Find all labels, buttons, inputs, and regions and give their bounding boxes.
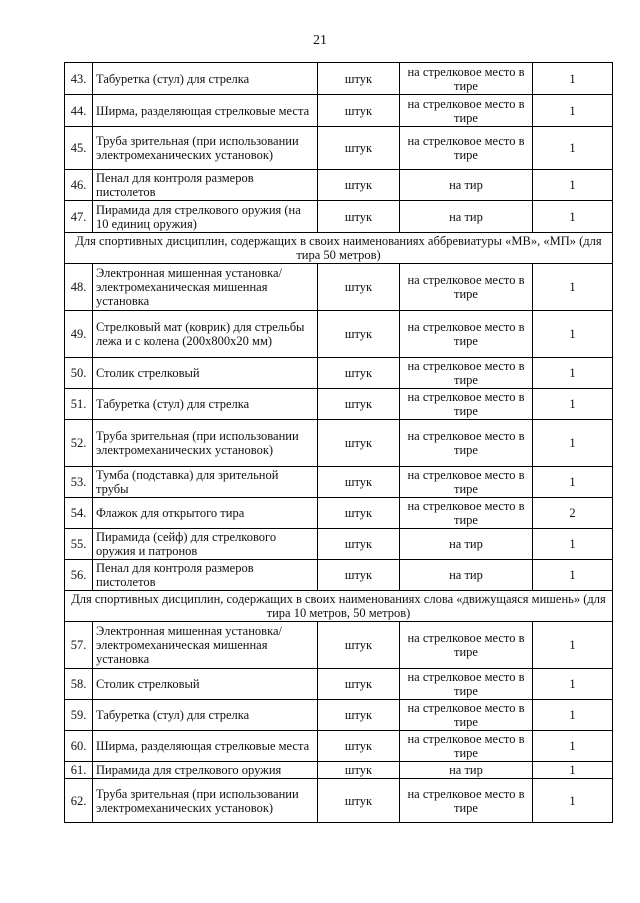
item-name: Пирамида для стрелкового оружия xyxy=(93,762,318,779)
item-number: 55. xyxy=(65,529,93,560)
table-row xyxy=(65,467,613,498)
item-placement: на стрелковое место в тире xyxy=(400,779,533,823)
table-row xyxy=(65,201,613,233)
item-placement: на тир xyxy=(400,529,533,560)
item-number: 57. xyxy=(65,622,93,669)
item-number: 44. xyxy=(65,95,93,127)
item-quantity: 1 xyxy=(533,560,613,591)
table-row xyxy=(65,127,613,170)
item-placement: на стрелковое место в тире xyxy=(400,420,533,467)
item-number: 47. xyxy=(65,201,93,233)
item-quantity: 1 xyxy=(533,264,613,311)
item-quantity: 1 xyxy=(533,127,613,170)
item-placement: на стрелковое место в тире xyxy=(400,264,533,311)
equipment-table xyxy=(64,62,613,823)
item-quantity: 1 xyxy=(533,779,613,823)
item-name: Электронная мишенная установка/электромеханическая мишенная установка xyxy=(93,622,318,669)
table-row xyxy=(65,731,613,762)
item-quantity: 1 xyxy=(533,201,613,233)
item-unit: штук xyxy=(318,420,400,467)
item-number: 50. xyxy=(65,358,93,389)
item-number: 53. xyxy=(65,467,93,498)
item-name: Электронная мишенная установка/электромеханическая мишенная установка xyxy=(93,264,318,311)
item-name: Труба зрительная (при использовании электромеханических установок) xyxy=(93,779,318,823)
item-name: Табуретка (стул) для стрелка xyxy=(93,63,318,95)
item-number: 54. xyxy=(65,498,93,529)
item-unit: штук xyxy=(318,467,400,498)
item-quantity: 1 xyxy=(533,170,613,201)
section-header: Для спортивных дисциплин, содержащих в своих наименованиях слова «движущаяся мишень» (для тира 10 метров, 50 метров) xyxy=(65,591,613,622)
table-row xyxy=(65,389,613,420)
item-name: Стрелковый мат (коврик) для стрельбы лежа и с колена (200х800х20 мм) xyxy=(93,311,318,358)
table-row xyxy=(65,264,613,311)
section-header: Для спортивных дисциплин, содержащих в своих наименованиях аббревиатуры «МВ», «МП» (для тира 50 метров) xyxy=(65,233,613,264)
item-placement: на тир xyxy=(400,170,533,201)
item-name: Пирамида (сейф) для стрелкового оружия и патронов xyxy=(93,529,318,560)
item-placement: на стрелковое место в тире xyxy=(400,63,533,95)
item-name: Столик стрелковый xyxy=(93,358,318,389)
item-quantity: 2 xyxy=(533,498,613,529)
item-number: 52. xyxy=(65,420,93,467)
table-row xyxy=(65,170,613,201)
item-quantity: 1 xyxy=(533,311,613,358)
item-placement: на стрелковое место в тире xyxy=(400,358,533,389)
item-quantity: 1 xyxy=(533,95,613,127)
item-placement: на тир xyxy=(400,560,533,591)
item-quantity: 1 xyxy=(533,420,613,467)
table-row xyxy=(65,63,613,95)
table-row xyxy=(65,498,613,529)
item-quantity: 1 xyxy=(533,467,613,498)
item-unit: штук xyxy=(318,498,400,529)
item-name: Столик стрелковый xyxy=(93,669,318,700)
item-name: Труба зрительная (при использовании электромеханических установок) xyxy=(93,420,318,467)
item-number: 61. xyxy=(65,762,93,779)
table-row xyxy=(65,560,613,591)
item-unit: штук xyxy=(318,762,400,779)
item-unit: штук xyxy=(318,127,400,170)
item-quantity: 1 xyxy=(533,622,613,669)
item-unit: штук xyxy=(318,264,400,311)
table-row xyxy=(65,779,613,823)
item-name: Ширма, разделяющая стрелковые места xyxy=(93,95,318,127)
item-name: Табуретка (стул) для стрелка xyxy=(93,389,318,420)
item-name: Ширма, разделяющая стрелковые места xyxy=(93,731,318,762)
item-number: 48. xyxy=(65,264,93,311)
item-unit: штук xyxy=(318,63,400,95)
item-unit: штук xyxy=(318,560,400,591)
item-number: 51. xyxy=(65,389,93,420)
table-row xyxy=(65,358,613,389)
item-unit: штук xyxy=(318,95,400,127)
item-number: 49. xyxy=(65,311,93,358)
item-unit: штук xyxy=(318,700,400,731)
table-row xyxy=(65,420,613,467)
item-unit: штук xyxy=(318,311,400,358)
item-number: 46. xyxy=(65,170,93,201)
item-number: 59. xyxy=(65,700,93,731)
item-unit: штук xyxy=(318,529,400,560)
item-unit: штук xyxy=(318,669,400,700)
item-placement: на стрелковое место в тире xyxy=(400,467,533,498)
item-unit: штук xyxy=(318,389,400,420)
item-name: Пенал для контроля размеров пистолетов xyxy=(93,560,318,591)
table-row xyxy=(65,529,613,560)
item-placement: на тир xyxy=(400,201,533,233)
item-quantity: 1 xyxy=(533,389,613,420)
item-placement: на стрелковое место в тире xyxy=(400,622,533,669)
item-name: Пирамида для стрелкового оружия (на 10 единиц оружия) xyxy=(93,201,318,233)
item-unit: штук xyxy=(318,779,400,823)
section-header-row xyxy=(65,233,613,264)
item-unit: штук xyxy=(318,622,400,669)
item-name: Пенал для контроля размеров пистолетов xyxy=(93,170,318,201)
item-placement: на стрелковое место в тире xyxy=(400,389,533,420)
item-name: Табуретка (стул) для стрелка xyxy=(93,700,318,731)
item-number: 60. xyxy=(65,731,93,762)
equipment-table-body xyxy=(65,63,613,823)
item-placement: на стрелковое место в тире xyxy=(400,498,533,529)
item-unit: штук xyxy=(318,358,400,389)
table-row xyxy=(65,700,613,731)
item-placement: на стрелковое место в тире xyxy=(400,311,533,358)
item-placement: на стрелковое место в тире xyxy=(400,127,533,170)
item-placement: на стрелковое место в тире xyxy=(400,95,533,127)
item-number: 56. xyxy=(65,560,93,591)
item-quantity: 1 xyxy=(533,700,613,731)
table-row xyxy=(65,669,613,700)
item-number: 43. xyxy=(65,63,93,95)
item-name: Труба зрительная (при использовании электромеханических установок) xyxy=(93,127,318,170)
item-placement: на стрелковое место в тире xyxy=(400,731,533,762)
item-name: Флажок для открытого тира xyxy=(93,498,318,529)
item-placement: на стрелковое место в тире xyxy=(400,700,533,731)
item-number: 45. xyxy=(65,127,93,170)
item-quantity: 1 xyxy=(533,358,613,389)
section-header-row xyxy=(65,591,613,622)
table-row xyxy=(65,95,613,127)
item-quantity: 1 xyxy=(533,731,613,762)
table-row xyxy=(65,311,613,358)
table-row xyxy=(65,622,613,669)
item-quantity: 1 xyxy=(533,529,613,560)
page-number: 21 xyxy=(313,33,327,48)
item-unit: штук xyxy=(318,201,400,233)
item-quantity: 1 xyxy=(533,63,613,95)
item-quantity: 1 xyxy=(533,762,613,779)
item-unit: штук xyxy=(318,731,400,762)
table-row xyxy=(65,762,613,779)
item-name: Тумба (подставка) для зрительной трубы xyxy=(93,467,318,498)
item-placement: на тир xyxy=(400,762,533,779)
item-number: 58. xyxy=(65,669,93,700)
item-number: 62. xyxy=(65,779,93,823)
item-unit: штук xyxy=(318,170,400,201)
item-placement: на стрелковое место в тире xyxy=(400,669,533,700)
item-quantity: 1 xyxy=(533,669,613,700)
